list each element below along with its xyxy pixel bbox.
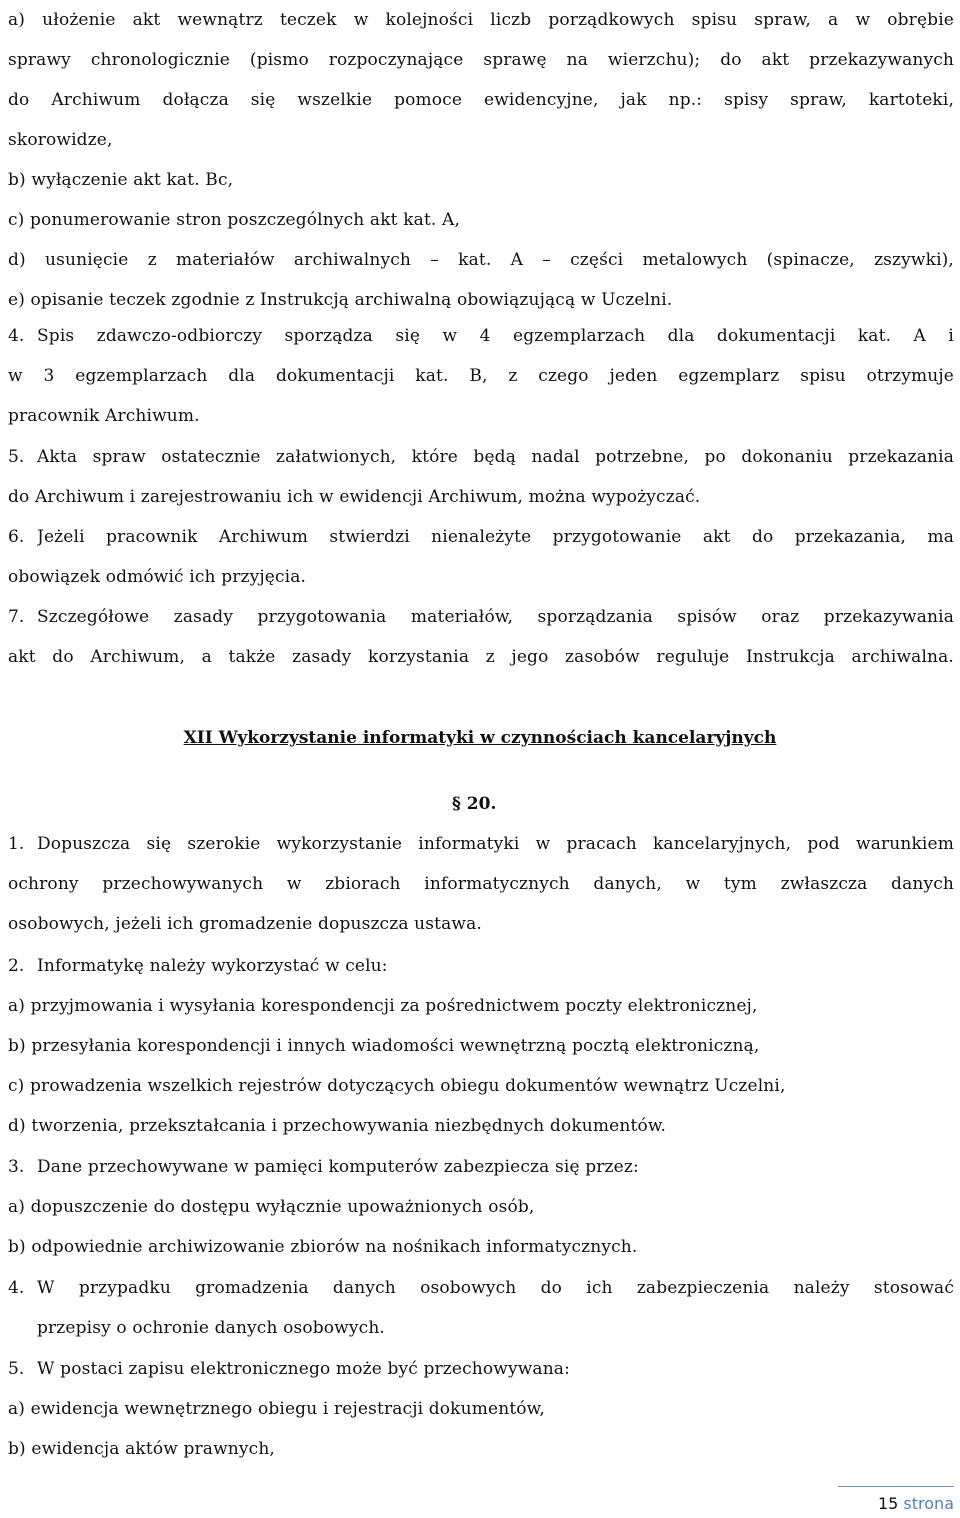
paragraph-number: 4. [8,326,25,346]
text-line: Spis zdawczo-odbiorczy sporządza się w 4 egzemplarzach dla dokumentacji kat. A i [37,326,954,346]
text-line: Jeżeli pracownik Archiwum stwierdzi nienależyte przygotowanie akt do przekazania, ma [37,527,954,547]
list-item: b) ewidencja aktów prawnych, [8,1439,275,1459]
paragraph-number: 6. [8,527,25,547]
text-line: Dane przechowywane w pamięci komputerów zabezpiecza się przez: [37,1157,639,1177]
section-mark: § 20. [452,794,497,814]
list-item: c) ponumerowanie stron poszczególnych akt kat. A, [8,210,461,230]
paragraph-number: 5. [8,447,25,467]
text-line: Szczegółowe zasady przygotowania materiałów, sporządzania spisów oraz przekazywania [37,607,954,627]
list-item: a) ewidencja wewnętrznego obiegu i rejestracji dokumentów, [8,1399,545,1419]
text-line: W przypadku gromadzenia danych osobowych do ich zabezpieczenia należy stosować [37,1278,954,1298]
text-line: przepisy o ochronie danych osobowych. [37,1318,385,1338]
text-line: do Archiwum dołącza się wszelkie pomoce ewidencyjne, jak np.: spisy spraw, kartoteki, [8,90,954,110]
list-item: d) usunięcie z materiałów archiwalnych – kat. A – części metalowych (spinacze, zszywki), [8,250,954,270]
page-footer [878,1494,954,1513]
list-item: a) dopuszczenie do dostępu wyłącznie upoważnionych osób, [8,1197,535,1217]
text-line: ochrony przechowywanych w zbiorach informatycznych danych, w tym zwłaszcza danych [8,874,954,894]
paragraph-number: 5. [8,1359,25,1379]
list-item: b) wyłączenie akt kat. Bc, [8,170,234,190]
text-line: Akta spraw ostatecznie załatwionych, które będą nadal potrzebne, po dokonaniu przekazania [37,447,954,467]
list-item: a) przyjmowania i wysyłania korespondencji za pośrednictwem poczty elektronicznej, [8,996,758,1016]
text-line: skorowidze, [8,130,113,150]
chapter-heading: XII Wykorzystanie informatyki w czynnościach kancelaryjnych [183,728,777,748]
list-item: e) opisanie teczek zgodnie z Instrukcją archiwalną obowiązującą w Uczelni. [8,290,673,310]
text-line: pracownik Archiwum. [8,406,200,426]
text-line: osobowych, jeżeli ich gromadzenie dopuszcza ustawa. [8,914,482,934]
text-line: w 3 egzemplarzach dla dokumentacji kat. B, z czego jeden egzemplarz spisu otrzymuje [8,366,954,386]
list-item: b) odpowiednie archiwizowanie zbiorów na nośnikach informatycznych. [8,1237,638,1257]
text-line: obowiązek odmówić ich przyjęcia. [8,567,307,587]
paragraph-number: 1. [8,834,25,854]
text-line: Informatykę należy wykorzystać w celu: [37,956,388,976]
paragraph-number: 4. [8,1278,25,1298]
paragraph-number: 7. [8,607,25,627]
text-line: Dopuszcza się szerokie wykorzystanie informatyki w pracach kancelaryjnych, pod warunkiem [37,834,954,854]
list-item: b) przesyłania korespondencji i innych wiadomości wewnętrzną pocztą elektroniczną, [8,1036,760,1056]
footer-divider [838,1486,954,1487]
text-line: akt do Archiwum, a także zasady korzystania z jego zasobów reguluje Instrukcja archiwalna. [8,647,954,667]
paragraph-number: 2. [8,956,25,976]
paragraph-number: 3. [8,1157,25,1177]
list-item: c) prowadzenia wszelkich rejestrów dotyczących obiegu dokumentów wewnątrz Uczelni, [8,1076,786,1096]
page-number: 15 [877,1494,899,1513]
list-item: d) tworzenia, przekształcania i przechowywania niezbędnych dokumentów. [8,1116,667,1136]
text-line: sprawy chronologicznie (pismo rozpoczynające sprawę na wierzchu); do akt przekazywanych [8,50,954,70]
text-line: W postaci zapisu elektronicznego może być przechowywana: [37,1359,570,1379]
text-line: do Archiwum i zarejestrowaniu ich w ewidencji Archiwum, można wypożyczać. [8,487,701,507]
text-line: a) ułożenie akt wewnątrz teczek w kolejności liczb porządkowych spisu spraw, a w obrębie [8,10,954,30]
page-label: strona [903,1494,954,1513]
